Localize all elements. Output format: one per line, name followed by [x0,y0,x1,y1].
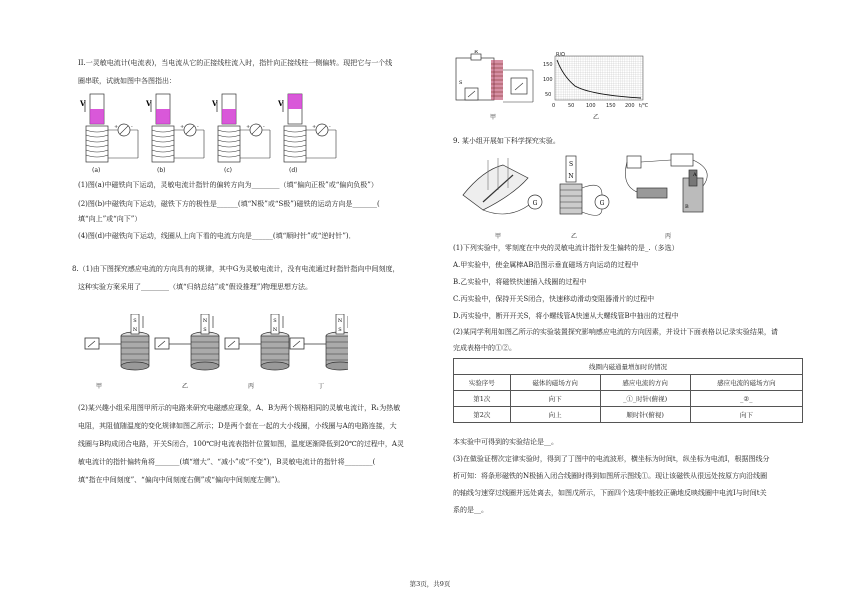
question-1: (1)图(a)中磁铁向下运动，灵敏电流计指针的偏转方向为________（填“偏向正极”或“偏向负极”） [78,181,378,189]
svg-text:R: R [474,50,478,55]
svg-text:N: N [568,173,574,180]
svg-text:B: B [685,204,689,210]
svg-text:+: + [312,124,317,130]
sub-question-3-line1: (3)在做验证楞次定律实验时，得到了丁图中的电流波形，横坐标为时间t，纵坐标为电流I，根据图线分 [453,455,770,463]
svg-text:N: N [272,327,278,333]
question-8c-line5: 填“指在中间刻度”、“偏向中间刻度右侧”或“偏向中间刻度左侧”)。 [78,476,285,484]
question-4: (4)图(d)中磁铁向下运动，线圈从上向下看的电流方向是______(填“顺时针”或“逆时针”)． [78,232,356,240]
table-cell: _①_时针(俯视) [600,391,690,407]
question-8c-line4: 敏电流计的指针偏转角将_______(填“增大”、“减小”或“不变”)，B灵敏电流计的指针将________( [78,458,376,466]
sub-question-3-line3: 的轴线匀速穿过线圈并远处离去，如图戊所示，下面四个选项中能较正确地反映线圈中电流I与时间t关 [453,489,767,497]
svg-text:S: S [338,327,342,333]
graph-xtick-150: 150 [606,103,616,109]
figure-yi-label: 乙 [182,383,189,390]
svg-text:V: V [80,99,86,108]
graph-ytick-100: 100 [543,77,553,83]
svg-text:S: S [568,161,574,168]
sub-question-2a: (2)某同学利用如图乙所示的实验装置探究影响感应电流的方向因素，并设计下面表格以记录实验结果，请 [453,328,778,336]
sub-question-1: (1)下列实验中，零刻度在中央的灵敏电流计指针发生偏转的是_.（多选） [453,244,679,252]
svg-text:S: S [203,327,207,333]
svg-text:+: + [246,124,251,130]
figure-mid-bing-label: 丙 [665,233,672,240]
sub-question-3-line2: 析可知：将条形磁铁的N极插入闭合线圈时得到如图所示图线①。现让该磁铁从很远处按原方向沿线圈 [453,472,768,480]
svg-text:-: - [329,124,331,130]
figure-ding-label: 丁 [318,383,325,390]
experiment-jia [463,158,542,214]
svg-text:S: S [459,80,463,86]
svg-text:G: G [599,200,605,207]
question-2b: 填“向上”或“向下”） [78,215,142,223]
experiment-figures [453,150,723,230]
coil-yi [155,314,219,370]
svg-text:G: G [532,200,538,207]
svg-text:-: - [197,124,199,130]
figure-b-label: (b) [157,167,166,174]
graph-xunit: t/℃ [639,103,649,109]
question-8c-line3: 线圈与B构成闭合电路，开关S闭合，100℃时电流表指针位置如图，温度逐渐降低到20℃的过程中，A灵 [78,440,404,448]
sub-question-3-line4: 系的是__。 [453,506,488,514]
table-cell: 第2次 [454,407,511,423]
results-table [453,358,803,423]
table-header: 感应电流的磁场方向 [690,375,802,391]
graph-ylabel: R/Ω [556,52,565,58]
svg-text:N: N [132,327,138,333]
magnet-coil-figure [78,90,343,172]
figure-a-label: (a) [92,167,101,174]
question-8c-line2: 电阻，其阻值随温度的变化规律如图乙所示；D是两个套在一起的大小线圈，小线圈与A的电路连接，大 [78,422,397,430]
question-8a: 8.（1)由下图探究感应电流的方向具有的规律，其中G为灵敏电流计，没有电流通过时指针指向中间刻度， [72,265,400,273]
graph-xtick-50: 50 [568,103,575,109]
svg-text:S: S [273,318,277,324]
graph-xtick-200: 200 [625,103,635,109]
experiment-yi [560,156,609,215]
table-cell: 向上 [510,407,600,423]
table-cell: 第1次 [454,391,511,407]
graph-ytick-50: 50 [545,92,552,98]
table-title-row [454,359,803,375]
figure-jia-label: 甲 [96,383,103,390]
sub-question-2b: 完成表格中的①②。 [453,344,516,352]
table-cell: _②_ [690,391,802,407]
svg-text:A: A [693,172,697,178]
conclusion-line: 本实验中可得到的实验结论是__。 [453,438,558,446]
circuit-figure-jia [453,50,538,112]
svg-text:V: V [146,99,152,108]
figure-mid-jia-label: 甲 [495,233,502,240]
figure-a-diagram [79,94,336,162]
svg-text:N: N [337,318,343,324]
table-row [454,407,803,423]
graph-xtick-100: 100 [586,103,596,109]
svg-text:-: - [263,124,265,130]
intro-line-1: II.一灵敏电流计(电流表)，当电流从它的正接线柱流入时，指针向正接线柱一侧偏转。现把它与一个线 [78,59,393,67]
intro-line-2: 圈串联，试就如图中各图指出： [78,77,176,85]
figure-mid-yi-label: 乙 [571,233,578,240]
coil-ding [290,314,348,370]
table-cell: 向下 [510,391,600,407]
option-c: C.丙实验中，保持开关S闭合，快速移动滑动变阻器滑片的过程中 [453,295,655,303]
table-header: 磁体的磁场方向 [510,375,600,391]
page-footer: 第3页，共9页 [409,580,451,588]
option-d: D.丙实验中，断开开关S，将小螺线管A快速从大螺线管B中抽出的过程中 [453,312,679,320]
graph-ytick-150: 150 [543,62,553,68]
question-8b: 这种实验方案采用了________（填“归纳总结”或“假设推理”)物理思想方法。 [78,283,313,291]
svg-text:+: + [180,124,185,130]
graph-xtick-0: 0 [552,103,556,109]
figure-bing-label: 丙 [248,383,255,390]
question-9-heading: 9. 某小组开展如下科学探究实验。 [453,137,560,145]
table-row [454,391,803,407]
table-title: 线圈内磁通量增加时的情况 [454,359,803,375]
option-a: A.甲实验中，使金属棒AB沿图示垂直磁场方向运动的过程中 [453,261,639,269]
svg-text:S: S [133,318,137,324]
figure-c-label: (c) [224,167,232,174]
experiment-bing [625,154,707,212]
table-header-row [454,375,803,391]
table-header: 实验序号 [454,375,511,391]
table-header: 感应电流的方向 [600,375,690,391]
induction-figure-svg [83,314,348,376]
option-b: B.乙实验中，将磁铁快速插入线圈的过程中 [453,278,587,286]
table-cell: 顺时针(俯视) [600,407,690,423]
induction-figure [83,314,348,376]
figure-top-yi-label: 乙 [593,114,600,121]
figure-top-jia-label: 甲 [490,114,497,121]
svg-text:V: V [278,99,284,108]
svg-text:-: - [131,124,133,130]
coil-jia [85,314,149,370]
coil-bing [225,314,289,370]
question-2a: (2)图(b)中磁铁向下运动，磁铁下方的极性是______(填“N极”或“S极”)磁铁的运动方向是_______( [78,200,380,208]
svg-text:V: V [212,99,218,108]
figure-d-label: (d) [289,167,298,174]
svg-text:N: N [202,318,208,324]
table-cell: 向下 [690,407,802,423]
question-8c-line1: (2)某兴趣小组采用图甲所示的电路来研究电磁感应现象，A、B为两个规格相同的灵敏电流计，R₁为热敏 [78,404,401,412]
svg-text:+: + [114,124,119,130]
